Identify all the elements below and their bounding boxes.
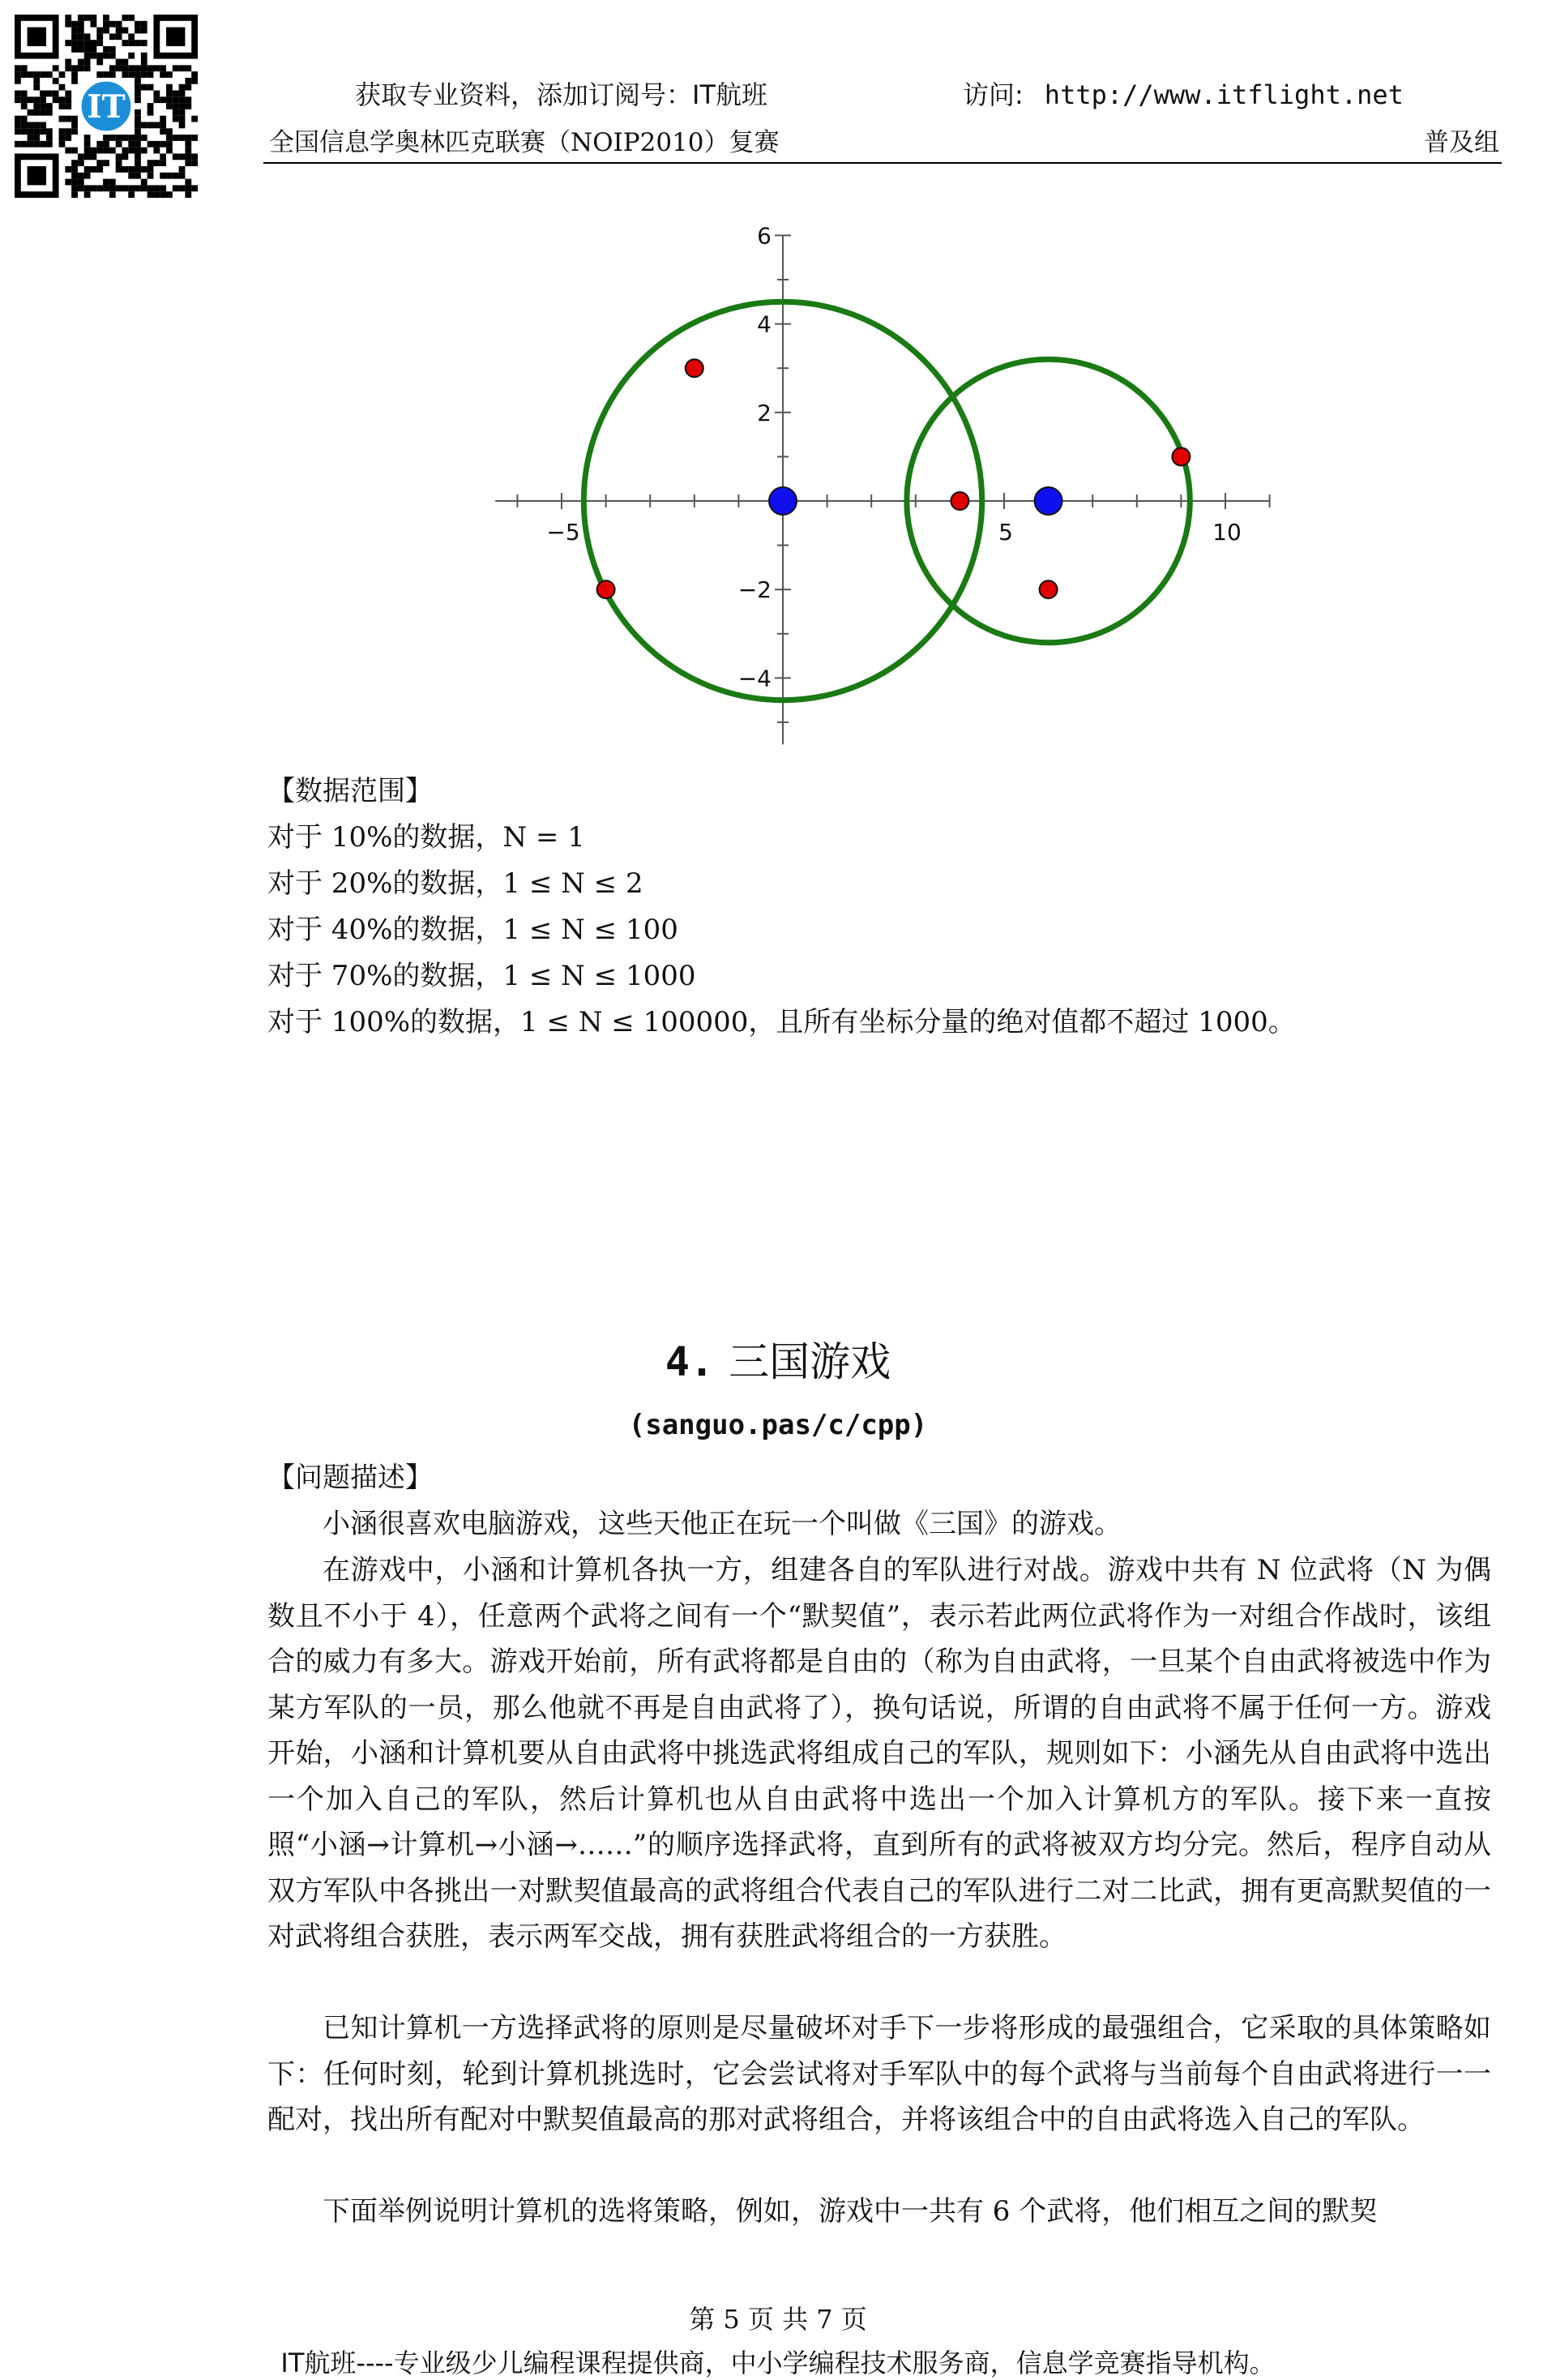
data-range-line: 对于 20%的数据，1 ≤ N ≤ 2 <box>267 867 643 900</box>
problem-name: 三国游戏 <box>729 1338 891 1385</box>
x-tick-label: −5 <box>546 519 580 546</box>
y-tick-label: −4 <box>737 665 772 692</box>
data-point <box>597 580 615 598</box>
header-bottom <box>0 122 1556 157</box>
problem-paragraph: 已知计算机一方选择武将的原则是尽量破坏对手下一步将形成的最强组合，它采取的具体策略如下：任何时刻，轮到计算机挑选时，它会尝试将对手军队中的每个武将与当前每个自由武将进行一一配对，找出所有配对中默契值最高的那对武将组合，并将该组合中的自由武将选入自己的军队。 <box>267 2012 1491 2136</box>
data-range-heading: 【数据范围】 <box>267 775 433 807</box>
header-visit-label: 访问: <box>963 79 1024 110</box>
problem-desc-heading: 【问题描述】 <box>267 1462 433 1494</box>
center-point <box>769 487 797 515</box>
contest-group: 普及组 <box>1424 128 1499 157</box>
circle-coverage-chart <box>478 217 1280 752</box>
data-point <box>951 492 968 510</box>
data-point <box>686 359 703 377</box>
problem-paragraph: 下面举例说明计算机的选将策略，例如，游戏中一共有 6 个武将，他们相互之间的默契 <box>323 2195 1378 2228</box>
data-range-line: 对于 40%的数据，1 ≤ N ≤ 100 <box>267 914 678 946</box>
problem-title <box>0 1329 1556 1388</box>
y-tick-label: 6 <box>757 222 772 250</box>
header-visit-url[interactable]: http://www.itflight.net <box>1044 79 1404 110</box>
data-range-line: 对于 10%的数据，N = 1 <box>267 821 585 854</box>
header-promo: 获取专业资料，添加订阅号：IT航班 <box>355 79 767 110</box>
page-number: 第 5 页 共 7 页 <box>689 2304 867 2335</box>
center-point <box>1035 487 1062 515</box>
problem-files: (sanguo.pas/c/cpp) <box>628 1409 928 1441</box>
qr-logo-text: IT <box>87 88 126 126</box>
problem-number: 4. <box>665 1338 715 1385</box>
problem-paragraph: 在游戏中，小涵和计算机各执一方，组建各自的军队进行对战。游戏中共有 N 位武将（N 为偶数且不小于 4），任意两个武将之间有一个“默契值”，表示若此两位武将作为一对组合作战时，该组合的威力有多大。游戏开始前，所有武将都是自由的（称为自由武将，一旦某个自由武将被选中作为某方军队的一员，那么他就不再是自由武将了），换句话说，所谓的自由武将不属于任何一方。游戏开始，小涵和计算机要从自由武将中挑选武将组成自己的军队，规则如下：小涵先从自由武将中选出一个加入自己的军队，然后计算机也从自由武将中选出一个加入计算机方的军队。接下来一直按照“小涵→计算机→小涵→……”的顺序选择武将，直到所有的武将被双方均分完。然后，程序自动从双方军队中各挑出一对默契值最高的武将组合代表自己的军队进行二对二比武，拥有更高默契值的一对武将组合获胜，表示两军交战，拥有获胜武将组合的一方获胜。 <box>267 1554 1491 1953</box>
x-tick-label: 5 <box>998 519 1013 546</box>
y-tick-label: 2 <box>757 399 772 426</box>
header-visit <box>963 75 1404 112</box>
y-tick-label: −2 <box>737 576 772 604</box>
x-tick-label: 10 <box>1212 519 1242 546</box>
header-top <box>0 75 1556 110</box>
contest-title: 全国信息学奥林匹克联赛（NOIP2010）复赛 <box>269 128 780 157</box>
data-point <box>1172 447 1190 465</box>
y-tick-label: 4 <box>757 310 772 338</box>
header-divider <box>263 162 1502 164</box>
data-point <box>1040 580 1058 598</box>
problem-paragraph: 小涵很喜欢电脑游戏，这些天他正在玩一个叫做《三国》的游戏。 <box>323 1508 1122 1540</box>
data-range-line: 对于 100%的数据，1 ≤ N ≤ 100000，且所有坐标分量的绝对值都不超过 1000。 <box>267 1006 1296 1038</box>
footer-banner: IT航班----专业级少儿编程课程提供商，中小学编程技术服务商，信息学竞赛指导机构。 <box>280 2348 1276 2378</box>
data-range-line: 对于 70%的数据，1 ≤ N ≤ 1000 <box>267 960 696 992</box>
